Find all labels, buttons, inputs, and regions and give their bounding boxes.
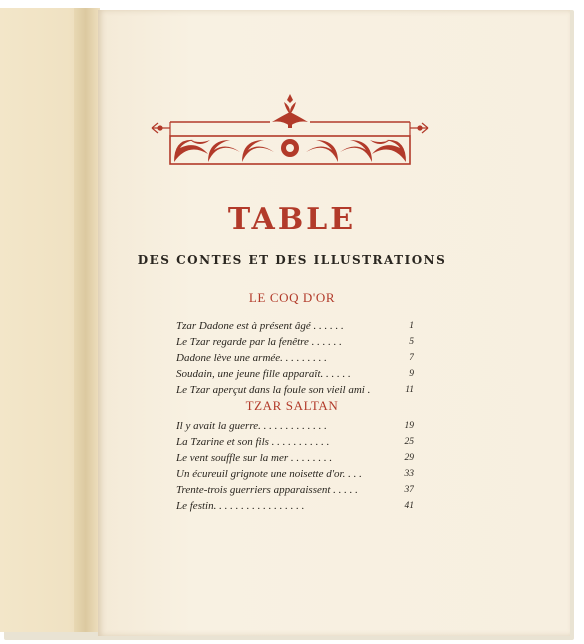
toc-entry-page: 9	[409, 369, 414, 379]
book-gutter	[74, 8, 100, 632]
toc-entry-text: Le Tzar aperçut dans la foule son vieil ami .	[176, 384, 371, 396]
toc-entry[interactable]	[176, 466, 414, 482]
toc-entry[interactable]	[176, 382, 414, 398]
toc-entry[interactable]	[176, 318, 414, 334]
toc-entry-page: 19	[404, 421, 414, 431]
page-title: TABLE	[227, 202, 357, 237]
toc-entry-page: 5	[409, 337, 414, 347]
toc-entry-page: 7	[409, 353, 414, 363]
toc-entry-page: 11	[405, 385, 414, 395]
toc-entry[interactable]	[176, 366, 414, 382]
toc-entry[interactable]	[176, 418, 414, 434]
toc-entry-text: Le Tzar regarde par la fenêtre . . . . . .	[176, 336, 342, 348]
toc-entry-text: Tzar Dadone est à présent âgé . . . . . .	[176, 320, 344, 332]
toc-list-tzar-saltan	[176, 418, 414, 514]
toc-entry-text: Un écureuil grignote une noisette d'or. . . .	[176, 468, 362, 480]
toc-entry[interactable]	[176, 334, 414, 350]
toc-list-coq-dor	[176, 318, 414, 398]
toc-entry[interactable]	[176, 498, 414, 514]
page-subtitle: DES CONTES ET DES ILLUSTRATIONS	[137, 253, 447, 267]
toc-entry-text: Le festin. . . . . . . . . . . . . . . . .	[176, 500, 305, 512]
toc-entry-page: 29	[404, 453, 414, 463]
toc-entry-text: La Tzarine et son fils . . . . . . . . . . .	[176, 436, 330, 448]
toc-entry[interactable]	[176, 350, 414, 366]
toc-entry-page: 25	[404, 437, 414, 447]
toc-entry-page: 41	[404, 501, 414, 511]
toc-entry-text: Soudain, une jeune fille apparaît. . . . . .	[176, 368, 351, 380]
toc-entry-page: 37	[404, 485, 414, 495]
toc-entry-text: Dadone lève une armée. . . . . . . . .	[176, 352, 327, 364]
toc-entry-text: Il y avait la guerre. . . . . . . . . . . . .	[176, 420, 327, 432]
toc-entry-page: 1	[409, 321, 414, 331]
toc-entry[interactable]	[176, 434, 414, 450]
toc-entry-page: 33	[404, 469, 414, 479]
foliate-scroll-ornament-icon	[150, 92, 430, 172]
toc-entry-text: Trente-trois guerriers apparaissent . . . . .	[176, 484, 358, 496]
section-heading-tzar-saltan: TZAR SALTAN	[245, 398, 339, 413]
section-heading-coq-dor: LE COQ D'OR	[248, 290, 336, 305]
toc-entry-text: Le vent souffle sur la mer . . . . . . . .	[176, 452, 333, 464]
toc-entry[interactable]	[176, 450, 414, 466]
toc-entry[interactable]	[176, 482, 414, 498]
